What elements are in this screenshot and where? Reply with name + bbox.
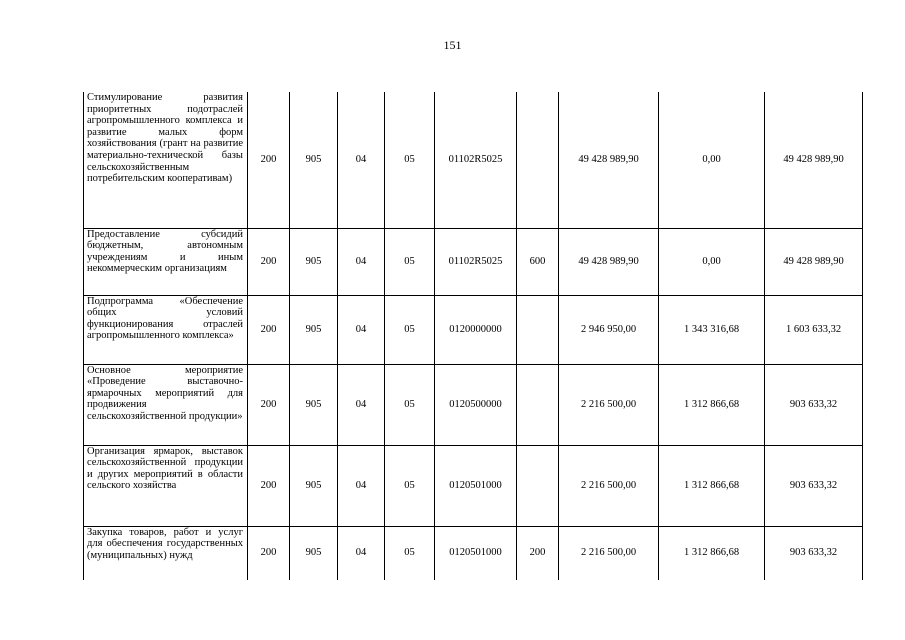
code-cell: 200: [248, 92, 290, 228]
executed-amount-cell: 0,00: [659, 228, 765, 295]
row-name-cell: Организация ярмарок, выставок сельскохозяйственной продукции и других мероприятий в области сельского хозяйства: [84, 445, 248, 526]
row-name-cell: Предоставление субсидий бюджетным, автономным учреждениям и иным некоммерческим организациям: [84, 228, 248, 295]
subsection-cell: 05: [385, 92, 435, 228]
code-cell: 200: [248, 526, 290, 580]
target-article-cell: 0120501000: [435, 445, 517, 526]
executed-amount-cell: 1 312 866,68: [659, 364, 765, 445]
remaining-amount-cell: 903 633,32: [765, 364, 863, 445]
subsection-cell: 05: [385, 228, 435, 295]
table-row: [84, 364, 863, 445]
expense-type-cell: [517, 364, 559, 445]
plan-amount-cell: 2 216 500,00: [559, 526, 659, 580]
remaining-amount-cell: 49 428 989,90: [765, 92, 863, 228]
plan-amount-cell: 49 428 989,90: [559, 228, 659, 295]
remaining-amount-cell: 903 633,32: [765, 445, 863, 526]
plan-amount-cell: 2 216 500,00: [559, 445, 659, 526]
target-article-cell: 01102R5025: [435, 228, 517, 295]
row-name-cell: Закупка товаров, работ и услуг для обеспечения государственных (муниципальных) нужд: [84, 526, 248, 580]
row-name-cell: Основное мероприятие «Проведение выставочно-ярмарочных мероприятий для продвижения сельскохозяйственной продукции»: [84, 364, 248, 445]
section-cell: 04: [338, 228, 385, 295]
executed-amount-cell: 1 312 866,68: [659, 445, 765, 526]
page-number: 151: [443, 38, 462, 52]
code-cell: 200: [248, 364, 290, 445]
ministry-cell: 905: [290, 92, 338, 228]
expense-type-cell: 600: [517, 228, 559, 295]
ministry-cell: 905: [290, 295, 338, 364]
expense-type-cell: 200: [517, 526, 559, 580]
row-name-cell: Подпрограмма «Обеспечение общих условий функционирования отраслей агропромышленного комплекса»: [84, 295, 248, 364]
remaining-amount-cell: 1 603 633,32: [765, 295, 863, 364]
code-cell: 200: [248, 445, 290, 526]
table-row: [84, 445, 863, 526]
table-row: [84, 295, 863, 364]
table-row: [84, 92, 863, 228]
section-cell: 04: [338, 92, 385, 228]
target-article-cell: 01102R5025: [435, 92, 517, 228]
executed-amount-cell: 1 343 316,68: [659, 295, 765, 364]
plan-amount-cell: 2 216 500,00: [559, 364, 659, 445]
ministry-cell: 905: [290, 228, 338, 295]
expense-type-cell: [517, 295, 559, 364]
section-cell: 04: [338, 295, 385, 364]
expense-type-cell: [517, 445, 559, 526]
subsection-cell: 05: [385, 445, 435, 526]
section-cell: 04: [338, 526, 385, 580]
budget-table: [83, 92, 863, 580]
executed-amount-cell: 1 312 866,68: [659, 526, 765, 580]
subsection-cell: 05: [385, 295, 435, 364]
ministry-cell: 905: [290, 445, 338, 526]
remaining-amount-cell: 903 633,32: [765, 526, 863, 580]
plan-amount-cell: 2 946 950,00: [559, 295, 659, 364]
expense-type-cell: [517, 92, 559, 228]
subsection-cell: 05: [385, 526, 435, 580]
table-row: [84, 526, 863, 580]
target-article-cell: 0120000000: [435, 295, 517, 364]
section-cell: 04: [338, 364, 385, 445]
table-body: [84, 92, 863, 580]
ministry-cell: 905: [290, 526, 338, 580]
plan-amount-cell: 49 428 989,90: [559, 92, 659, 228]
section-cell: 04: [338, 445, 385, 526]
remaining-amount-cell: 49 428 989,90: [765, 228, 863, 295]
row-name-cell: Стимулирование развития приоритетных подотраслей агропромышленного комплекса и развитие малых форм хозяйствования (грант на развитие материально-технической базы сельскохозяйственным потребительским кооперативам): [84, 92, 248, 228]
table-row: [84, 228, 863, 295]
code-cell: 200: [248, 228, 290, 295]
executed-amount-cell: 0,00: [659, 92, 765, 228]
target-article-cell: 0120500000: [435, 364, 517, 445]
code-cell: 200: [248, 295, 290, 364]
subsection-cell: 05: [385, 364, 435, 445]
target-article-cell: 0120501000: [435, 526, 517, 580]
ministry-cell: 905: [290, 364, 338, 445]
